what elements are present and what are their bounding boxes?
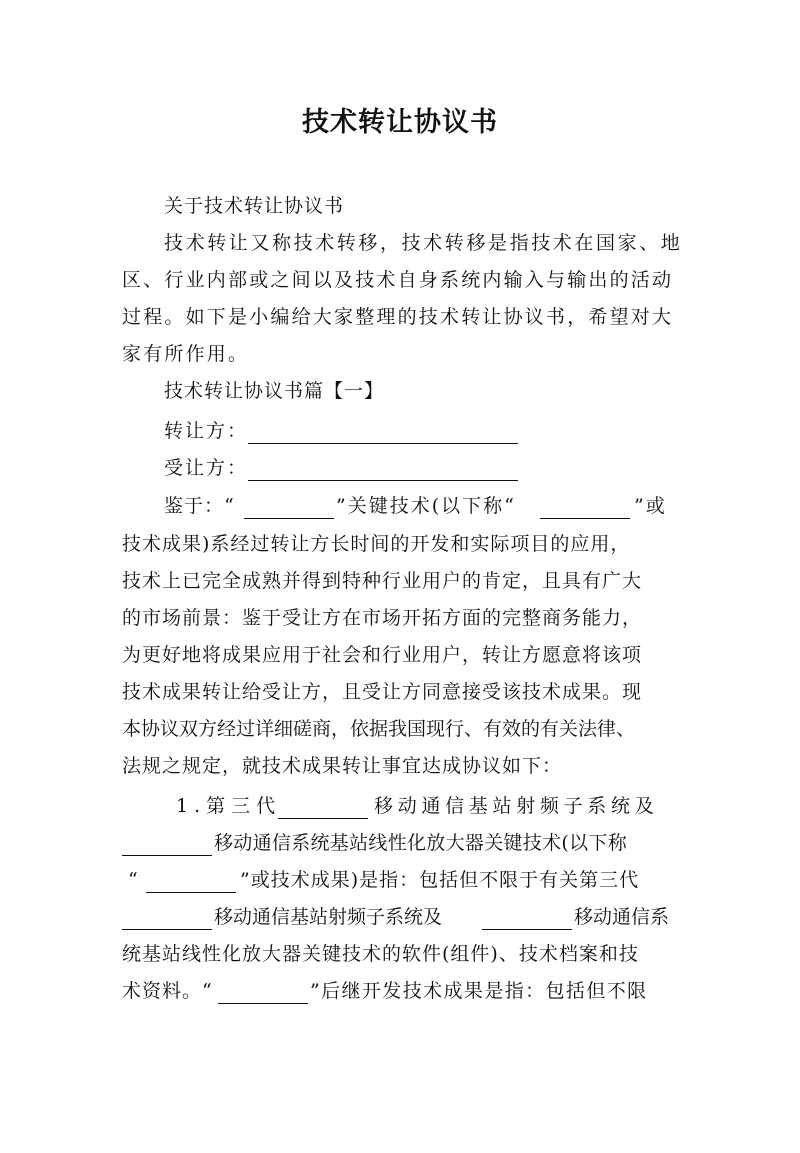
paragraph-line: [0, 674, 800, 710]
paragraph-text: 本协议双方经过详细磋商，依据我国现行、有效的有关法律、: [122, 718, 636, 740]
fill-blank: [244, 518, 334, 519]
clause-text: 1.第三代: [176, 795, 282, 817]
fill-blank: [278, 818, 368, 819]
intro-text: 过程。如下是小编给大家整理的技术转让协议书，希望对大: [122, 306, 674, 328]
paragraph-text: 为更好地将成果应用于社会和行业用户，转让方愿意将该项: [122, 644, 643, 666]
clause-text: 移动通信系统基站线性化放大器关键技术(以下称: [214, 832, 628, 854]
paragraph-line: [0, 188, 800, 224]
paragraph-line: [0, 299, 800, 335]
clause-line: [0, 936, 800, 972]
clause-line: [0, 862, 800, 898]
paragraph-line: [0, 373, 800, 409]
intro-text: 家有所作用。: [122, 343, 250, 365]
intro-text: 技术转让又称技术转移，技术转移是指技术在国家、地: [164, 232, 683, 254]
transferor-line: [0, 413, 800, 449]
paragraph-line: [0, 600, 800, 636]
paragraph-line: [0, 748, 800, 784]
intro-text: 区、行业内部或之间以及技术自身系统内输入与输出的活动: [122, 269, 674, 291]
clause-line: [0, 825, 800, 861]
paragraph-line: [0, 563, 800, 599]
paragraph-line: [0, 336, 800, 372]
article-heading: 技术转让协议书篇【一】: [164, 380, 385, 402]
paragraph-text: 技术上已完全成熟并得到特种行业用户的肯定，且具有广大: [122, 570, 643, 592]
clause-text: “: [128, 869, 138, 891]
clause-text: 移动通信基站射频子系统及: [374, 795, 659, 817]
fill-blank: [122, 929, 212, 930]
paragraph-text: 法规之规定，就技术成果转让事宜达成协议如下：: [122, 755, 563, 777]
transferor-label: 转让方：: [164, 420, 249, 442]
fill-blank: [540, 518, 630, 519]
clause-text: ”或技术成果)是指：包括但不限于有关第三代: [240, 869, 640, 891]
transferee-label: 受让方：: [164, 457, 249, 479]
clause-text: 术资料。“: [122, 980, 213, 1002]
paragraph-text: 技术成果)系经过转让方长时间的开发和实际项目的应用，: [122, 533, 631, 555]
clause-text: ”后继开发技术成果是指：包括但不限: [310, 980, 648, 1002]
paragraph-line: [0, 711, 800, 747]
fill-blank: [146, 892, 236, 893]
paragraph-text: ”关键技术(以下称“: [336, 495, 516, 517]
fill-blank: [482, 929, 572, 930]
fill-blank: [122, 855, 212, 856]
document-title: 技术转让协议书: [302, 107, 498, 138]
fill-blank: [218, 1003, 308, 1004]
clause-text: 移动通信系: [574, 906, 670, 928]
paragraph-line: [0, 262, 800, 298]
paragraph-text: 技术成果转让给受让方，且受让方同意接受该技术成果。现: [122, 681, 643, 703]
section-heading: 关于技术转让协议书: [164, 195, 345, 217]
clause-text: 统基站线性化放大器关键技术的软件(组件)、技术档案和技: [122, 943, 639, 965]
paragraph-text: ”或: [634, 495, 667, 517]
transferor-blank: [248, 443, 518, 444]
paragraph-line: [0, 637, 800, 673]
clause-line: [0, 788, 800, 824]
paragraph-text: 鉴于：“: [164, 495, 235, 517]
clause-line: [0, 973, 800, 1009]
transferee-line: [0, 450, 800, 486]
paragraph-text: 的市场前景：鉴于受让方在市场开拓方面的完整商务能力，: [122, 607, 643, 629]
transferee-blank: [248, 480, 518, 481]
paragraph-line: [0, 526, 800, 562]
paragraph-line: [0, 488, 800, 524]
clause-line: [0, 899, 800, 935]
clause-text: 移动通信基站射频子系统及: [214, 906, 443, 928]
paragraph-line: [0, 225, 800, 261]
